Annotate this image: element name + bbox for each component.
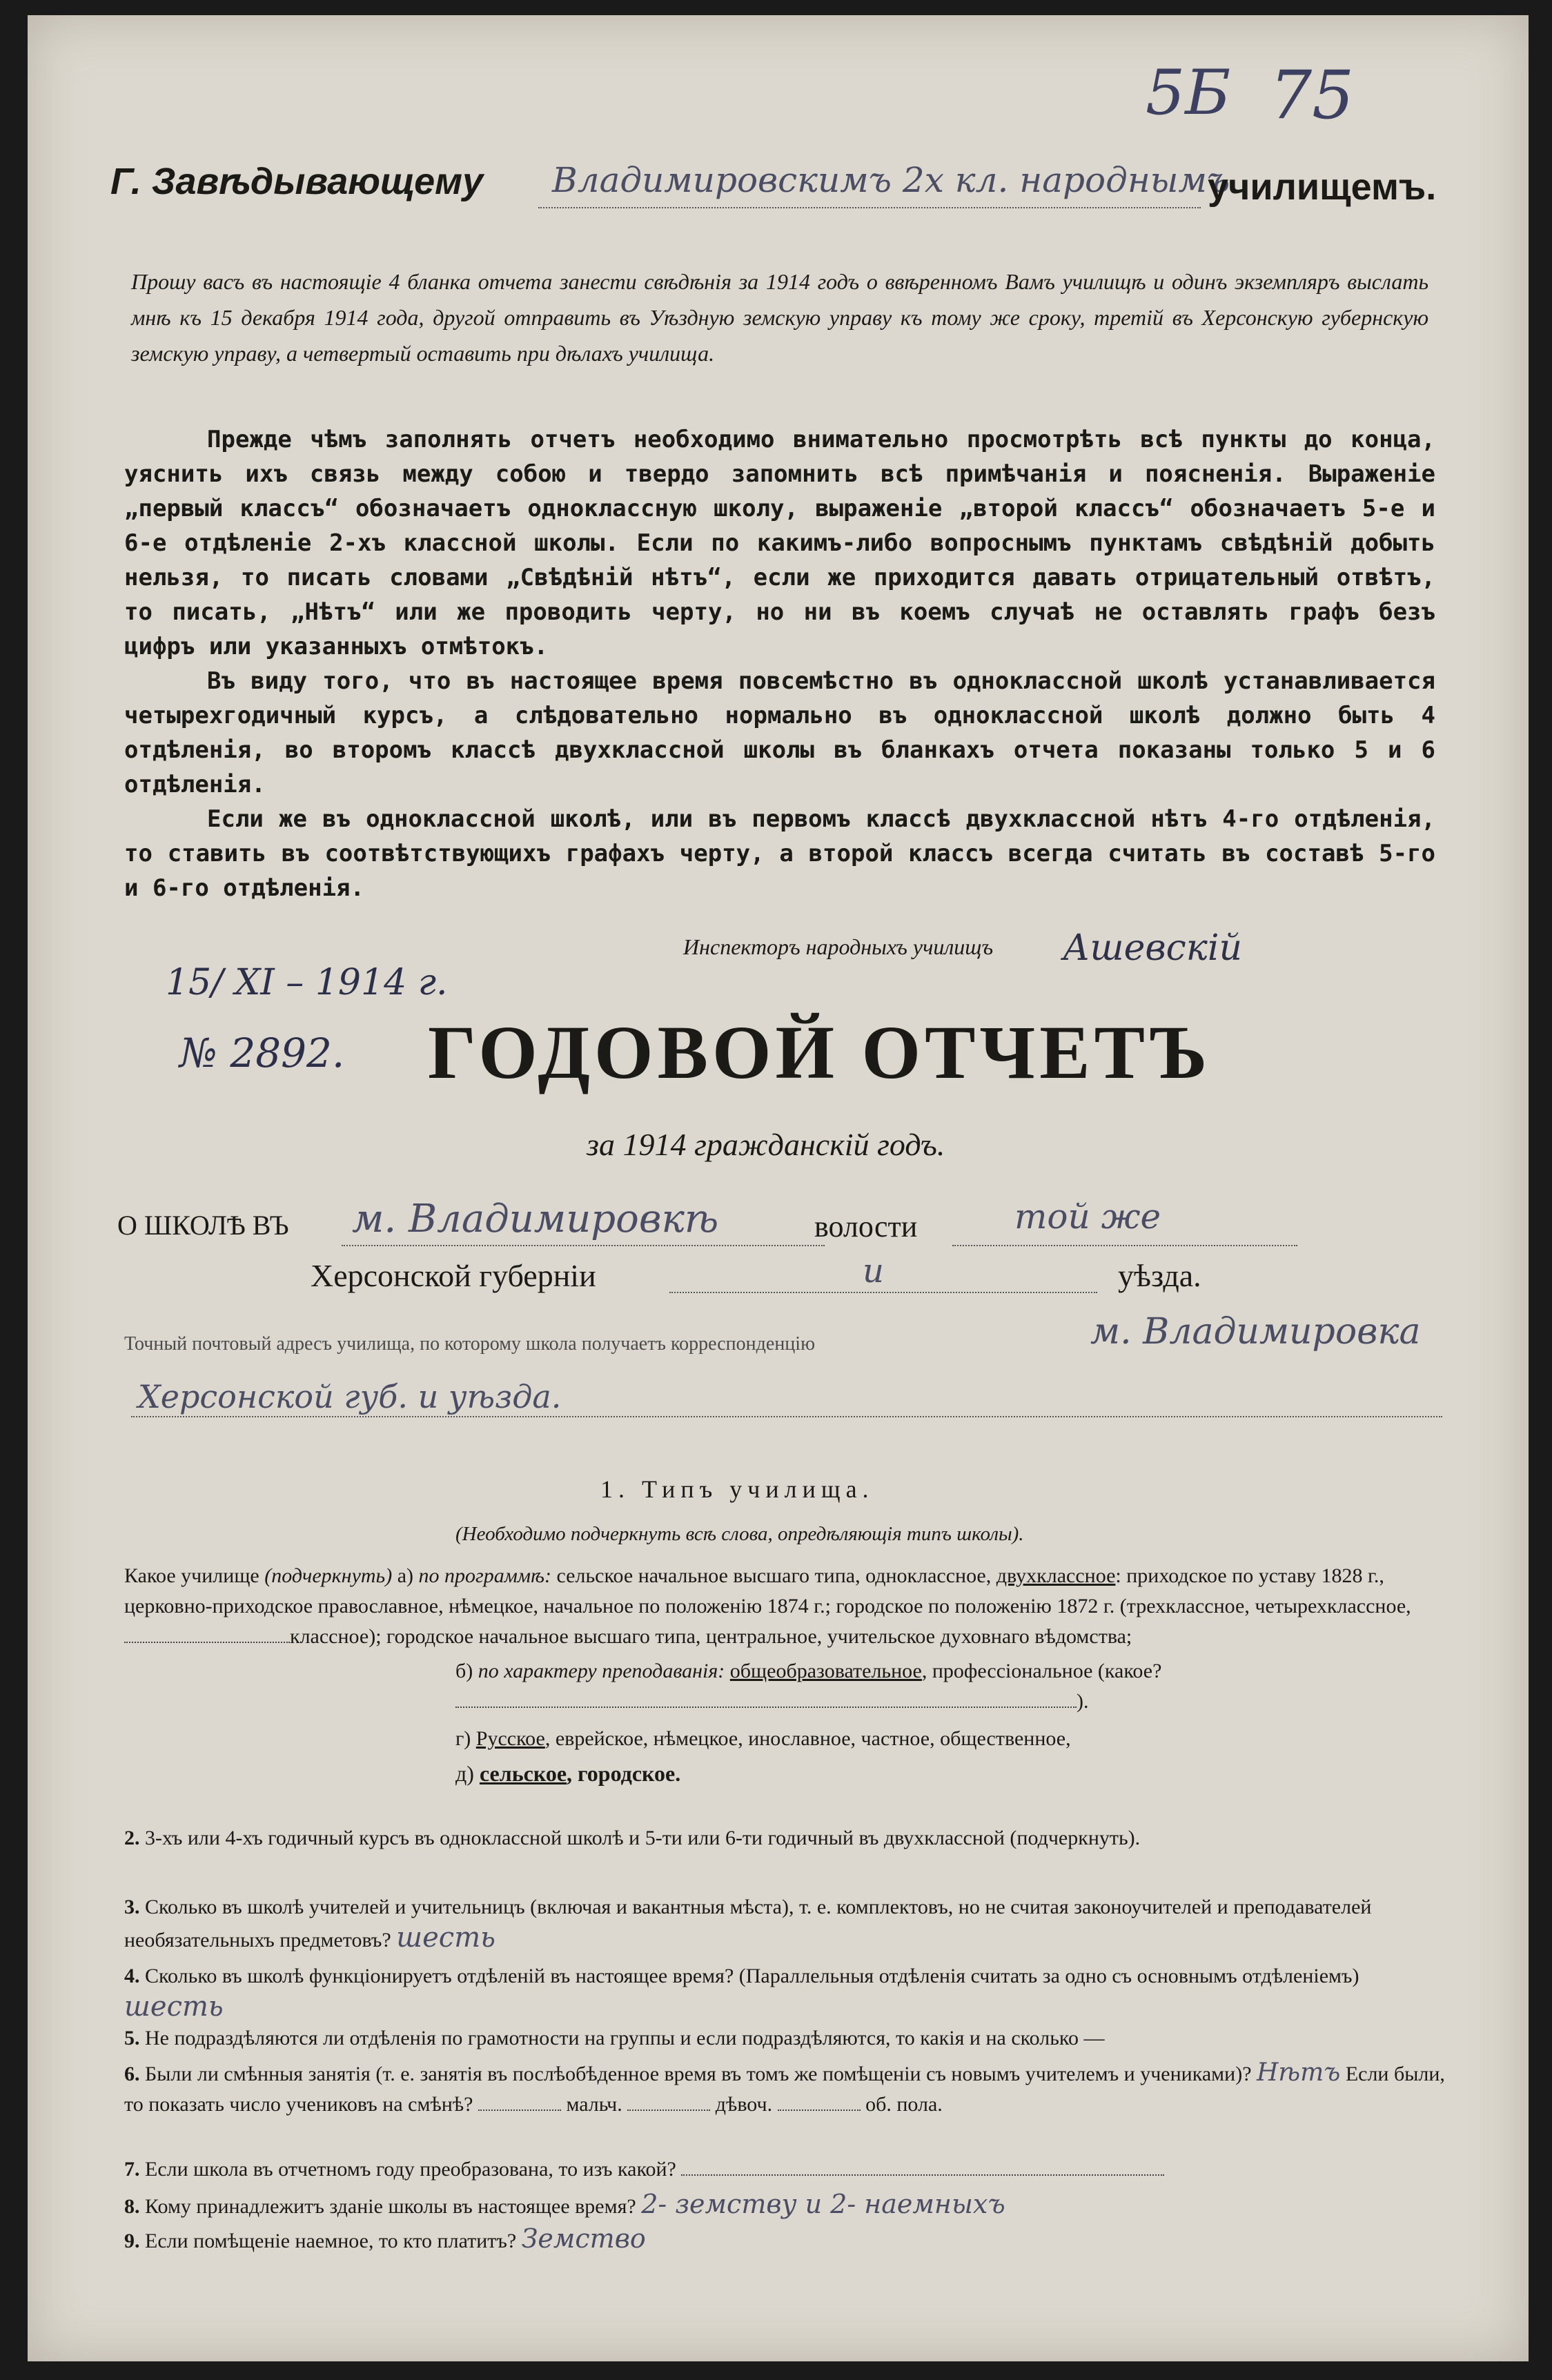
address-line xyxy=(131,1416,1442,1417)
question-answer-blank xyxy=(681,2174,1164,2176)
question-5 xyxy=(124,2023,1463,2054)
question-2 xyxy=(124,1823,1463,1853)
document-page xyxy=(28,15,1529,2361)
uezd-value: и xyxy=(863,1252,884,1290)
section-1-title: 1. Типъ училища. xyxy=(600,1475,874,1503)
type-a-text-3: классное); городское начальное высшаго типа, центральное, учительское духовнаго вѣдомства; xyxy=(290,1625,1132,1648)
address-label: Точный почтовый адресъ училища, по которому школа получаетъ корреспонденцію xyxy=(124,1333,815,1355)
type-g-label: г) xyxy=(455,1727,471,1750)
both-blank xyxy=(778,2109,861,2111)
archive-mark-1: 5Б xyxy=(1146,57,1231,129)
address-value-line1: м. Владимировка xyxy=(1090,1311,1421,1353)
question-number: 6. xyxy=(124,2063,140,2085)
question-answer: — xyxy=(1083,2027,1105,2049)
question-number: 7. xyxy=(124,2158,140,2181)
type-a-label: а) xyxy=(397,1564,413,1587)
inspector-signature: Ашевскій xyxy=(1063,927,1242,969)
school-in-line xyxy=(342,1245,825,1246)
question-text: Если помѣщеніе наемное, то кто платитъ? xyxy=(145,2230,517,2252)
section-1-body: Какое училище (подчеркнуть) а) по программѣ: сельское начальное высшаго типа, одноклассное, двухклассное: приходское по уставу 1828 г., церковно-приходское православное, нѣмецкое, начальное по положенію 1874 г.; городское по положенію 1872 г. (трехклассное, четырехклассное, классное); городское начальное высшаго типа, центральное, учительское духовнаго вѣдомства; б) по характеру преподаванія: общеобразовательное, профессіональное (какое? ). г) Русское, еврейское, нѣмецкое, инославное, частное, общественное, д) сельское, городское. xyxy=(124,1564,1411,1786)
date-stamp: 15/ XI – 1914 г. xyxy=(166,962,448,1003)
girls-label: дѣвоч. xyxy=(715,2093,773,2116)
question-answer: Нѣтъ xyxy=(1257,2058,1341,2087)
both-label: об. пола. xyxy=(865,2093,943,2116)
school-in-label: О ШКОЛѢ ВЪ xyxy=(117,1210,289,1241)
question-text: 3-хъ или 4-хъ годичный курсъ въ одноклассной школѣ и 5-ти или 6-ти годичный въ двухклассной (подчеркнуть). xyxy=(145,1827,1141,1849)
gubernia-label: Херсонской губерніи xyxy=(311,1258,596,1293)
question-answer: шесть xyxy=(124,1991,224,2023)
question-text: Были ли смѣнныя занятія (т. е. занятія въ послѣобѣденное время въ томъ же помѣщеніи съ новымъ учителемъ и учениками)? xyxy=(145,2063,1252,2085)
uezd-line xyxy=(669,1292,1097,1293)
addressee-label: Г. Завѣдывающему xyxy=(110,161,484,202)
question-8 xyxy=(124,2189,1463,2222)
question-answer: шесть xyxy=(396,1922,495,1954)
type-b-underlined: общеобразовательное xyxy=(729,1660,922,1682)
question-number: 2. xyxy=(124,1827,140,1849)
document-subtitle: за 1914 гражданскій годъ. xyxy=(587,1127,945,1162)
instructions xyxy=(124,422,1435,905)
instruction-paragraph: Если же въ одноклассной школѣ, или въ первомъ классѣ двухклассной нѣтъ 4-го отдѣленія, то ставить въ соотвѣтствующихъ графахъ черту, а второй классъ всегда считать въ составѣ 5-го и 6-го отдѣленія. xyxy=(124,805,1435,902)
type-g-text: , еврейское, нѣмецкое, инославное, частное, общественное, xyxy=(544,1727,1071,1750)
instruction-paragraph: Въ виду того, что въ настоящее время повсемѣстно въ одноклассной школѣ устанавливается четырехгодичный курсъ, а слѣдовательно нормально въ одноклассной школѣ должно быть 4 отдѣленія, во второмъ классѣ двухклассной школы въ бланкахъ отчета показаны только 5 и 6 отдѣленія. xyxy=(124,667,1435,798)
section-1-note: (Необходимо подчеркнуть всѣ слова, опредѣляющія типъ школы). xyxy=(455,1523,1024,1545)
type-a-text-2: : приходское по уставу 1828 г., церковно-приходское православное, нѣмецкое, начальное по положенію 1874 г.; городское по положенію 1872 г. (трехклассное, четырехклассное, xyxy=(124,1564,1411,1617)
archive-mark-2: 75 xyxy=(1270,57,1355,134)
question-text: Кому принадлежитъ зданіе школы въ настоящее время? xyxy=(145,2195,636,2218)
question-number: 5. xyxy=(124,2027,140,2049)
school-in-value: м. Владимировкѣ xyxy=(352,1197,719,1241)
question-number: 3. xyxy=(124,1896,140,1918)
type-question-note: (подчеркнуть) xyxy=(264,1564,393,1587)
type-b-text: , профессіональное (какое? xyxy=(921,1660,1162,1682)
type-g-underlined: Русское xyxy=(475,1727,545,1750)
boys-blank xyxy=(478,2109,561,2111)
type-d-underlined: сельское xyxy=(479,1761,567,1786)
school-name-handwritten: Владимировскимъ 2х кл. народнымъ xyxy=(552,160,1230,200)
question-answer: 2- земству и 2- наемныхъ xyxy=(641,2189,1005,2219)
school-name-line xyxy=(538,207,1201,208)
girls-blank xyxy=(627,2109,710,2111)
question-number: 4. xyxy=(124,1965,140,1987)
question-9 xyxy=(124,2223,1463,2256)
question-text: Сколько въ школѣ функціонируетъ отдѣленій въ настоящее время? (Параллельныя отдѣленія считать за одно съ основнымъ отдѣленіемъ) xyxy=(145,1965,1359,1987)
volost-label: волости xyxy=(814,1210,918,1243)
type-b-label: б) xyxy=(455,1660,473,1682)
question-number: 9. xyxy=(124,2230,140,2252)
question-number: 8. xyxy=(124,2195,140,2218)
type-b-blank xyxy=(455,1707,1077,1708)
question-7 xyxy=(124,2154,1463,2185)
address-value-line2: Херсонской губ. и уѣзда. xyxy=(138,1378,562,1415)
question-text-2: Если были, то показать число учениковъ на смѣнѣ? xyxy=(124,2063,1445,2116)
inspector-label: Инспекторъ народныхъ училищъ xyxy=(683,934,994,959)
type-a-blank xyxy=(124,1642,290,1643)
type-question-label: Какое училище xyxy=(124,1564,259,1587)
type-d-text: , городское. xyxy=(567,1761,681,1786)
volost-line xyxy=(952,1245,1297,1246)
volost-value: той же xyxy=(1014,1197,1161,1237)
question-3 xyxy=(124,1892,1463,1956)
type-a-lead: по программѣ: xyxy=(418,1564,551,1587)
document-title: ГОДОВОЙ ОТЧЕТЪ xyxy=(428,1010,1212,1094)
type-a-underlined: двухклассное xyxy=(996,1564,1116,1587)
school-word: училищемъ. xyxy=(1208,166,1437,208)
intro-paragraph: Прошу васъ въ настоящіе 4 бланка отчета занести свѣдѣнія за 1914 годъ о ввѣренномъ Вамъ училищѣ и одинъ экземпляръ выслать мнѣ къ 15 декабря 1914 года, другой отправить въ Уѣздную земскую управу къ тому же сроку, третій въ Херсонскую губернскую земскую управу, а четвертый оставить при дѣлахъ училища. xyxy=(131,269,1428,366)
boys-label: мальч. xyxy=(566,2093,622,2116)
question-6 xyxy=(124,2058,1463,2120)
question-answer: Земство xyxy=(521,2223,646,2254)
question-text: Не подраздѣляются ли отдѣленія по грамотности на группы и если подраздѣляются, то какія и на сколько xyxy=(145,2027,1079,2049)
question-4 xyxy=(124,1961,1463,2025)
type-d-label: д) xyxy=(455,1761,474,1786)
uezd-label: уѣзда. xyxy=(1118,1258,1201,1293)
type-a-text: сельское начальное высшаго типа, одноклассное, xyxy=(556,1564,992,1587)
instruction-paragraph: Прежде чѣмъ заполнять отчетъ необходимо внимательно просмотрѣть всѣ пункты до конца, уяснить ихъ связь между собою и твердо запомнить всѣ примѣчанія и поясненія. Выраженіе „первый классъ“ обозначаетъ одноклассную школу, выраженіе „второй классъ“ обозначаетъ 5-е и 6-е отдѣленіе 2-хъ классной школы. Если по какимъ-либо вопроснымъ пунктамъ свѣдѣній добыть нельзя, то писать словами „Свѣдѣній нѣтъ“, если же приходится давать отрицательный отвѣтъ, то писать, „Нѣтъ“ или же проводить черту, но ни въ коемъ случаѣ не оставлять графъ безъ цифръ или указанныхъ отмѣтокъ. xyxy=(124,426,1435,660)
type-b-lead: по характеру преподаванія: xyxy=(478,1660,725,1682)
question-text: Сколько въ школѣ учителей и учительницъ (включая и вакантныя мѣста), т. е. комплектовъ, но не считая законоучителей и преподавателей необязательныхъ предметовъ? xyxy=(124,1896,1372,1951)
question-text: Если школа въ отчетномъ году преобразована, то изъ какой? xyxy=(145,2158,676,2181)
number-stamp: № 2892. xyxy=(179,1030,345,1076)
